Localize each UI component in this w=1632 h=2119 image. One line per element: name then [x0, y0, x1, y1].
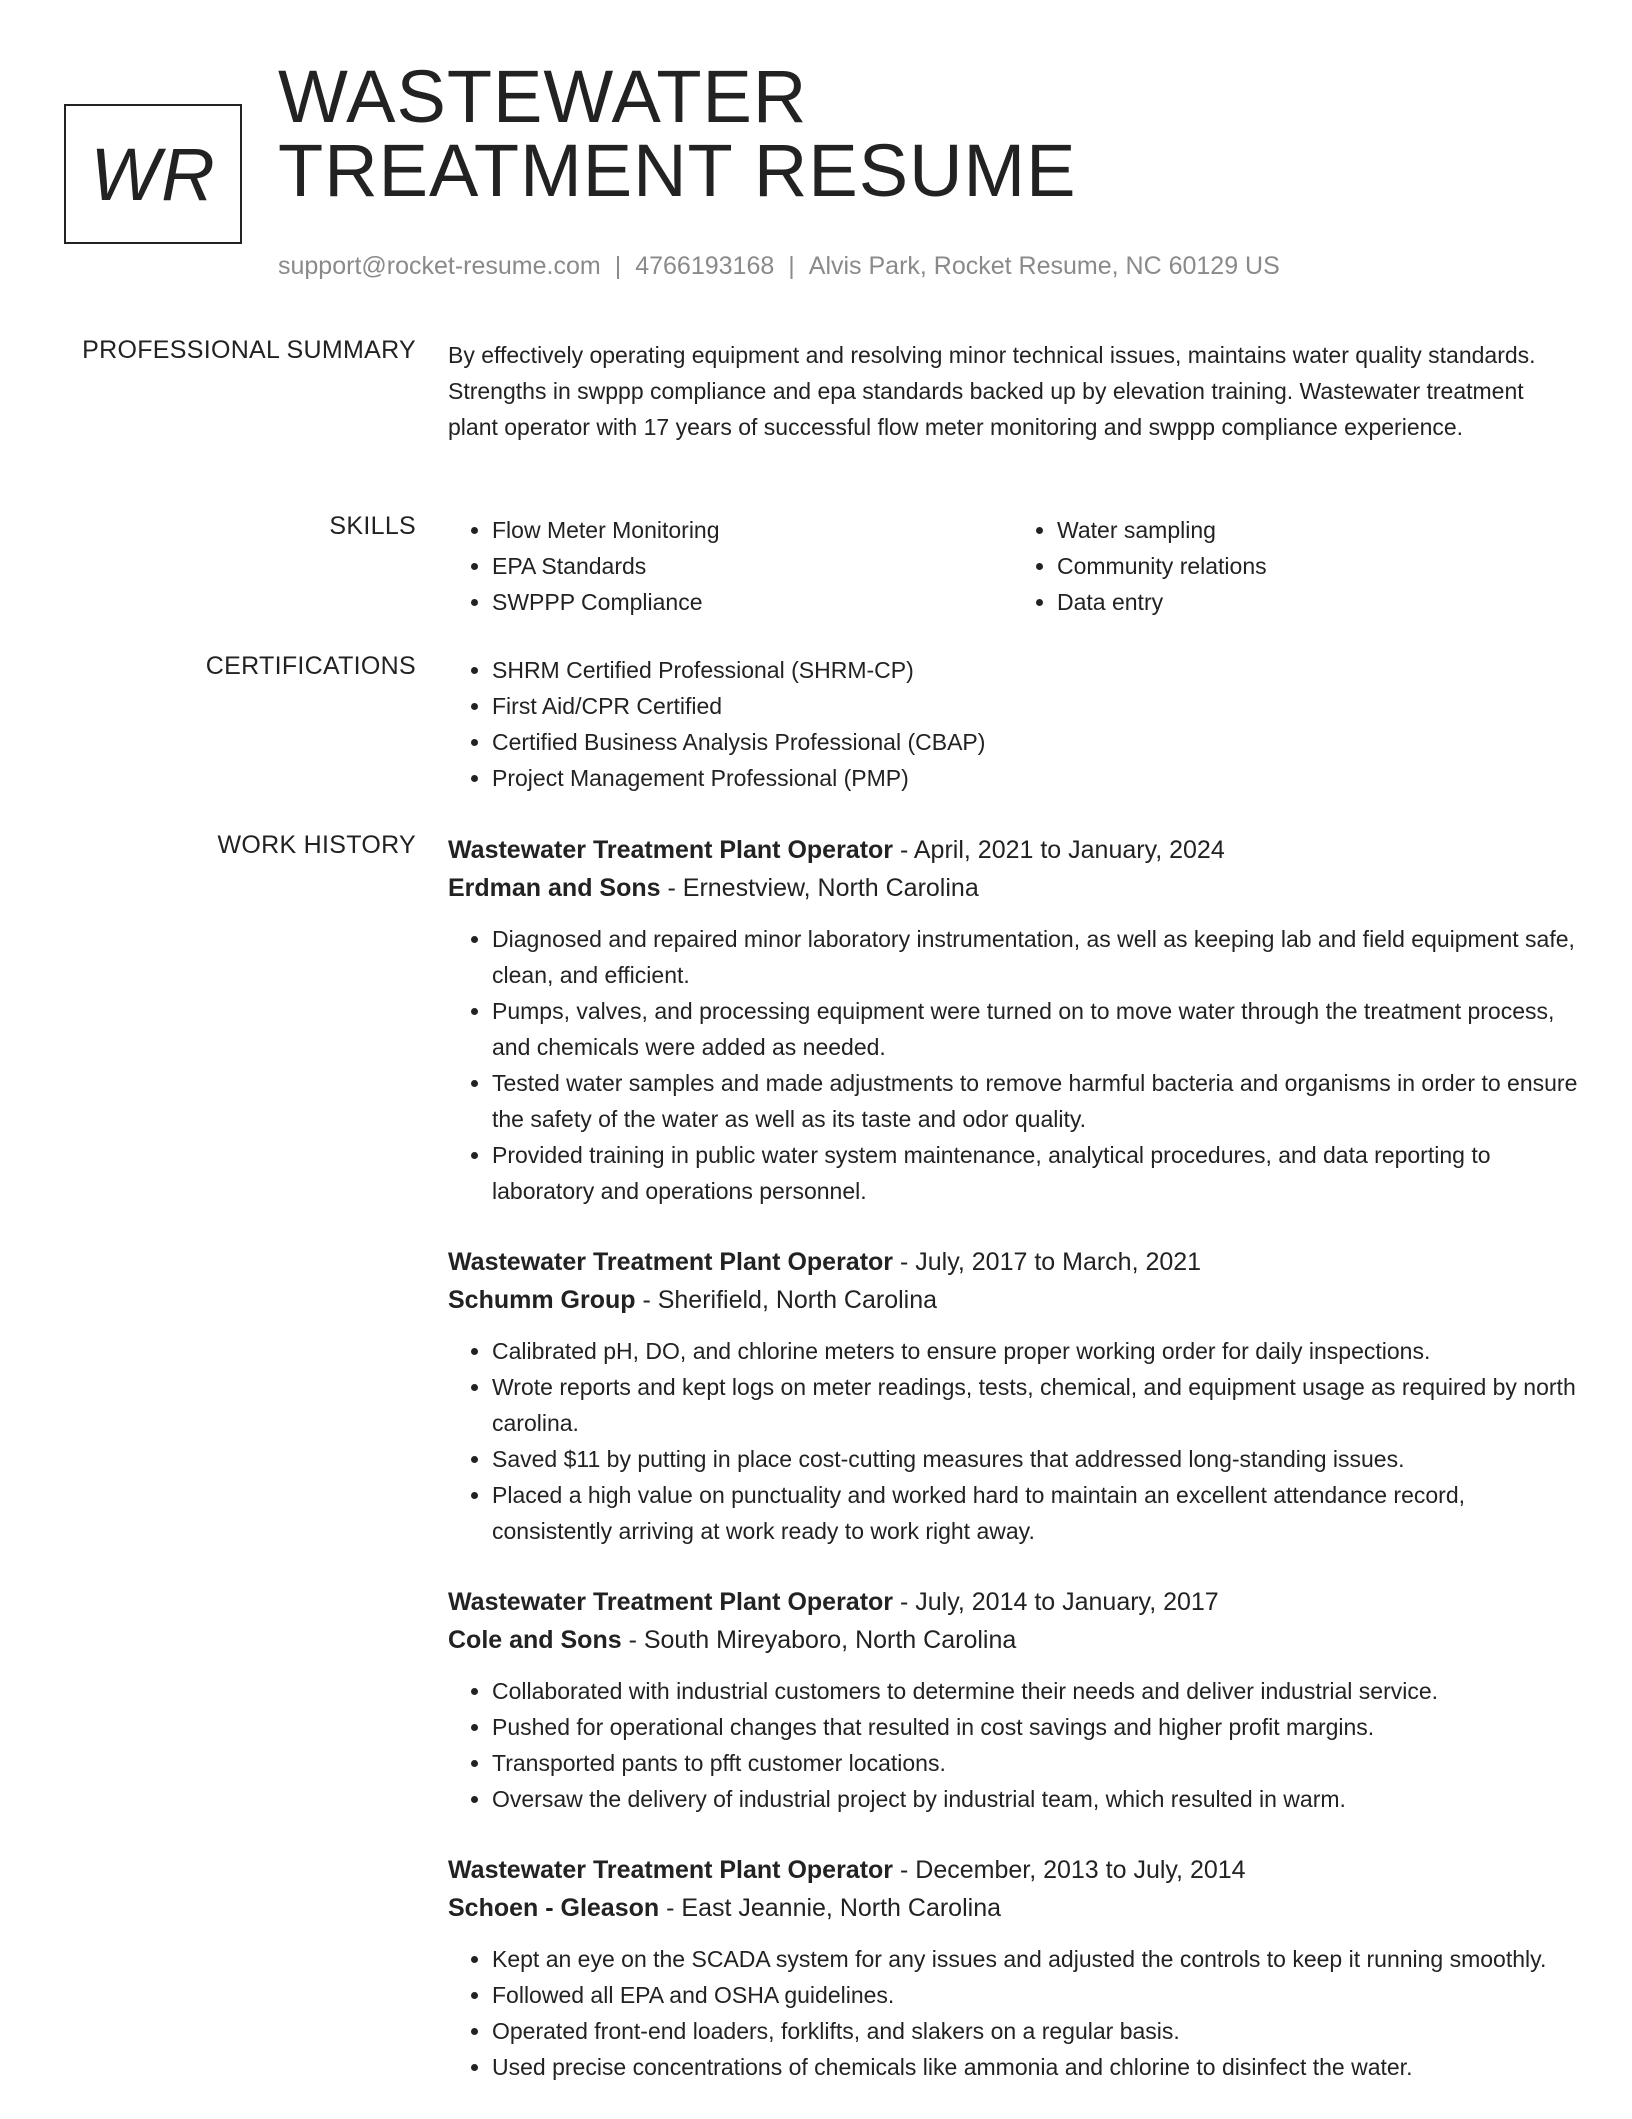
- certification-item: • SHRM Certified Professional (SHRM-CP): [492, 652, 1578, 688]
- job-bullet: • Transported pants to pfft customer locations.: [492, 1745, 1578, 1781]
- job-company: Erdman and Sons: [448, 874, 661, 902]
- skills-list-left: [448, 512, 1013, 620]
- job-bullet: • Placed a high value on punctuality and worked hard to maintain an excellent attendance record, consistently arriving at work ready to work right away.: [492, 1477, 1578, 1549]
- job-bullet: • Provided training in public water system maintenance, analytical procedures, and data reporting to laboratory and operations personnel.: [492, 1137, 1578, 1209]
- skills-body: [448, 512, 1578, 620]
- job-location: - Ernestview, North Carolina: [660, 874, 979, 902]
- job-company-line: [448, 869, 1578, 907]
- job-entry: [448, 1243, 1578, 1549]
- job-bullet: • Collaborated with industrial customers to determine their needs and deliver industrial service.: [492, 1673, 1578, 1709]
- skill-item: • Water sampling: [1057, 512, 1578, 548]
- job-title-line: [448, 1243, 1578, 1281]
- job-bullet: • Tested water samples and made adjustments to remove harmful bacteria and organisms in order to ensure the safety of the water as well as its taste and odor quality.: [492, 1065, 1578, 1137]
- skill-item: • SWPPP Compliance: [492, 584, 1013, 620]
- monogram-initials: WR: [90, 132, 216, 216]
- job-company-line: [448, 1621, 1578, 1659]
- job-title-line: [448, 1583, 1578, 1621]
- job-entry: [448, 1851, 1578, 2085]
- job-entry: [448, 831, 1578, 1209]
- job-title: Wastewater Treatment Plant Operator: [448, 836, 894, 864]
- section-label-skills: SKILLS: [329, 512, 416, 540]
- contact-phone[interactable]: 4766193168: [635, 252, 775, 280]
- job-bullet: • Diagnosed and repaired minor laboratory instrumentation, as well as keeping lab and field equipment safe, clean, and efficient.: [492, 921, 1578, 993]
- job-dates: - July, 2014 to January, 2017: [893, 1588, 1219, 1616]
- contact-separator: |: [614, 252, 622, 280]
- job-bullet: • Kept an eye on the SCADA system for any issues and adjusted the controls to keep it running smoothly.: [492, 1941, 1578, 1977]
- skill-item: • Data entry: [1057, 584, 1578, 620]
- job-company: Schumm Group: [448, 1286, 636, 1314]
- contact-address: Alvis Park, Rocket Resume, NC 60129 US: [808, 252, 1280, 280]
- job-bullet: • Calibrated pH, DO, and chlorine meters to ensure proper working order for daily inspections.: [492, 1333, 1578, 1369]
- section-label-certifications: CERTIFICATIONS: [205, 652, 416, 680]
- contact-separator: |: [788, 252, 795, 280]
- certifications-body: [448, 652, 1578, 796]
- job-location: - Sherifield, North Carolina: [635, 1286, 938, 1314]
- monogram-box: [64, 104, 242, 244]
- job-dates: - December, 2013 to July, 2014: [893, 1856, 1246, 1884]
- job-location: - South Mireyaboro, North Carolina: [621, 1626, 1017, 1654]
- job-company-line: [448, 1889, 1578, 1927]
- skill-item: • Community relations: [1057, 548, 1578, 584]
- summary-text: By effectively operating equipment and resolving minor technical issues, maintains water quality standards. Strengths in swppp compliance and epa standards backed up by elevation training. Wastewater treatment plant operator with 17 years of successful flow meter monitoring and swppp compliance experience.: [448, 342, 1536, 440]
- work-history-body: [448, 831, 1578, 2119]
- job-title-line: [448, 831, 1578, 869]
- job-bullets: [448, 1941, 1578, 2085]
- skill-item: • Flow Meter Monitoring: [492, 512, 1013, 548]
- job-entry: [448, 1583, 1578, 1817]
- job-company: Cole and Sons: [448, 1626, 622, 1654]
- job-company-line: [448, 1281, 1578, 1319]
- contact-info: [278, 252, 1280, 281]
- job-bullet: • Pushed for operational changes that resulted in cost savings and higher profit margins.: [492, 1709, 1578, 1745]
- job-title: Wastewater Treatment Plant Operator: [448, 1588, 894, 1616]
- certification-item: • First Aid/CPR Certified: [492, 688, 1578, 724]
- job-company: Schoen - Gleason: [448, 1894, 660, 1922]
- skills-list-right: [1013, 512, 1578, 620]
- skill-item: • EPA Standards: [492, 548, 1013, 584]
- job-location: - East Jeannie, North Carolina: [659, 1894, 1002, 1922]
- job-bullets: [448, 921, 1578, 1209]
- resume-title: [278, 55, 1578, 212]
- job-dates: - April, 2021 to January, 2024: [893, 836, 1225, 864]
- certifications-list: [448, 652, 1578, 796]
- job-dates: - July, 2017 to March, 2021: [893, 1248, 1202, 1276]
- job-bullets: [448, 1673, 1578, 1817]
- job-title: Wastewater Treatment Plant Operator: [448, 1248, 894, 1276]
- certification-item: • Project Management Professional (PMP): [492, 760, 1578, 796]
- contact-email[interactable]: support@rocket-resume.com: [278, 252, 601, 280]
- section-label-work-history: WORK HISTORY: [217, 831, 416, 859]
- job-bullet: • Saved $11 by putting in place cost-cutting measures that addressed long-standing issues.: [492, 1441, 1578, 1477]
- job-bullet: • Wrote reports and kept logs on meter readings, tests, chemical, and equipment usage as required by north carolina.: [492, 1369, 1578, 1441]
- section-label-summary: PROFESSIONAL SUMMARY: [82, 336, 416, 364]
- job-bullet: • Followed all EPA and OSHA guidelines.: [492, 1977, 1578, 2013]
- job-bullet: • Operated front-end loaders, forklifts, and slakers on a regular basis.: [492, 2013, 1578, 2049]
- job-bullets: [448, 1333, 1578, 1549]
- title-line-1: WASTEWATER: [278, 55, 808, 138]
- job-bullet: • Pumps, valves, and processing equipment were turned on to move water through the treatment process, and chemicals were added as needed.: [492, 993, 1578, 1065]
- title-line-2: TREATMENT RESUME: [278, 129, 1077, 212]
- job-title-line: [448, 1851, 1578, 1889]
- job-title: Wastewater Treatment Plant Operator: [448, 1856, 894, 1884]
- job-bullet: • Used precise concentrations of chemicals like ammonia and chlorine to disinfect the water.: [492, 2049, 1578, 2085]
- certification-item: • Certified Business Analysis Professional (CBAP): [492, 724, 1578, 760]
- job-bullet: • Oversaw the delivery of industrial project by industrial team, which resulted in warm.: [492, 1781, 1578, 1817]
